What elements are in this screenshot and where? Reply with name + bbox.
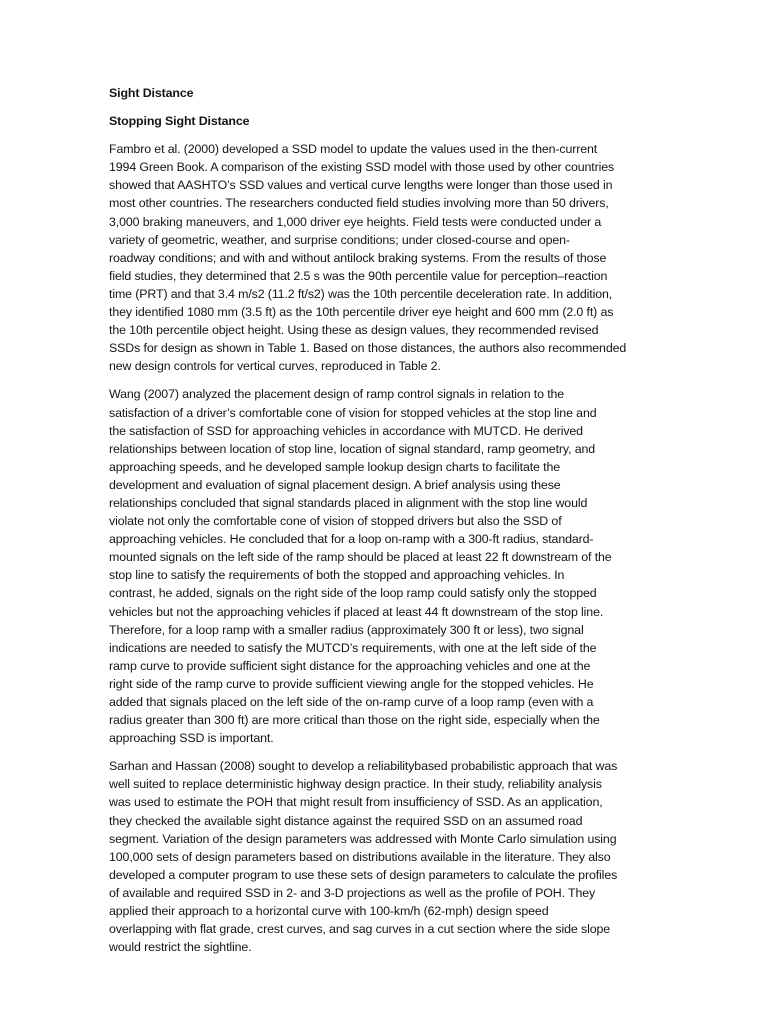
text-line: Sarhan and Hassan (2008) sought to develop a reliabilitybased probabilistic approach that was (109, 759, 618, 774)
text-line: roadway conditions; and with and without antilock braking systems. From the results of those (109, 250, 607, 265)
text-line: indications are needed to satisfy the MUTCD’s requirements, with one at the left side of the (109, 640, 597, 655)
text-line: ramp curve to provide sufficient sight distance for the approaching vehicles and one at the (109, 658, 591, 673)
text-line: approaching SSD is important. (109, 731, 274, 746)
text-line: 100,000 sets of design parameters based on distributions available in the literature. They also (109, 849, 611, 864)
text-line: Wang (2007) analyzed the placement design of ramp control signals in relation to the (109, 387, 565, 402)
text-line: segment. Variation of the design parameters was addressed with Monte Carlo simulation using (109, 831, 617, 846)
text-line: the 10th percentile object height. Using these as design values, they recommended revised (109, 323, 599, 338)
paragraph-wang (109, 385, 657, 747)
text-line: would restrict the sightline. (109, 940, 252, 955)
text-line: time (PRT) and that 3.4 m/s2 (11.2 ft/s2) was the 10th percentile deceleration rate. In addition, (109, 286, 613, 301)
section-heading: Sight Distance (109, 86, 194, 100)
text-line: Therefore, for a loop ramp with a smaller radius (approximately 300 ft or less), two signal (109, 622, 584, 637)
text-line: was used to estimate the POH that might result from insufficiency of SSD. As an application, (109, 795, 603, 810)
text-line: SSDs for design as shown in Table 1. Based on those distances, the authors also recommended (109, 341, 627, 356)
paragraph-sarhan-hassan (109, 757, 657, 956)
text-line: Fambro et al. (2000) developed a SSD model to update the values used in the then-current (109, 142, 598, 157)
text-line: 3,000 braking maneuvers, and 1,000 driver eye heights. Field tests were conducted under a (109, 214, 602, 229)
text-line: well suited to replace deterministic highway design practice. In their study, reliability analysis (109, 777, 602, 792)
text-line: most other countries. The researchers conducted field studies involving more than 50 drivers, (109, 196, 609, 211)
text-line: approaching speeds, and he developed sample lookup design charts to facilitate the (109, 459, 560, 474)
text-line: mounted signals on the left side of the ramp should be placed at least 22 ft downstream of the (109, 550, 612, 565)
text-line: added that signals placed on the left side of the on-ramp curve of a loop ramp (even with a (109, 695, 594, 709)
text-line: contrast, he added, signals on the right side of the loop ramp could satisfy only the stopped (109, 586, 597, 601)
text-line: radius greater than 300 ft) are more critical than those on the right side, especially when the (109, 713, 600, 728)
text-line: relationships concluded that signal standards placed in alignment with the stop line would (109, 495, 588, 510)
text-line: they checked the available sight distance against the required SSD on an assumed road (109, 813, 583, 828)
text-line: stop line to satisfy the requirements of both the stopped and approaching vehicles. In (109, 568, 565, 583)
text-line: satisfaction of a driver’s comfortable cone of vision for stopped vehicles at the stop line and (109, 405, 597, 420)
text-line: field studies, they determined that 2.5 s was the 90th percentile value for perception–reaction (109, 268, 608, 283)
text-line: relationships between location of stop line, location of signal standard, ramp geometry, and (109, 441, 596, 456)
text-line: new design controls for vertical curves, reproduced in Table 2. (109, 359, 441, 374)
subsection-heading: Stopping Sight Distance (109, 114, 250, 129)
text-line: they identified 1080 mm (3.5 ft) as the 10th percentile driver eye height and 600 mm (2.0 ft) as (109, 305, 614, 320)
text-line: development and evaluation of signal placement design. A brief analysis using these (109, 477, 561, 492)
document-body (109, 84, 657, 966)
text-line: variety of geometric, weather, and surprise conditions; under closed-course and open- (109, 232, 570, 247)
text-line: overlapping with flat grade, crest curves, and sag curves in a cut section where the side slope (109, 922, 611, 937)
text-line: vehicles but not the approaching vehicles if placed at least 44 ft downstream of the stop line. (109, 604, 604, 619)
paragraph-fambro (109, 140, 657, 375)
text-line: of available and required SSD in 2- and 3-D projections as well as the profile of POH. They (109, 885, 596, 900)
text-line: applied their approach to a horizontal curve with 100-km/h (62-mph) design speed (109, 904, 549, 919)
text-line: violate not only the comfortable cone of vision of stopped drivers but also the SSD of (109, 514, 562, 529)
text-line: the satisfaction of SSD for approaching vehicles in accordance with MUTCD. He derived (109, 423, 583, 438)
text-line: right side of the ramp curve to provide sufficient viewing angle for the stopped vehicles. He (109, 676, 594, 691)
text-line: 1994 Green Book. A comparison of the existing SSD model with those used by other countries (109, 160, 615, 175)
text-line: approaching vehicles. He concluded that for a loop on-ramp with a 300-ft radius, standard- (109, 532, 594, 547)
text-line: showed that AASHTO’s SSD values and vertical curve lengths were longer than those used in (109, 178, 613, 193)
text-line: developed a computer program to use these sets of design parameters to calculate the profiles (109, 867, 618, 882)
